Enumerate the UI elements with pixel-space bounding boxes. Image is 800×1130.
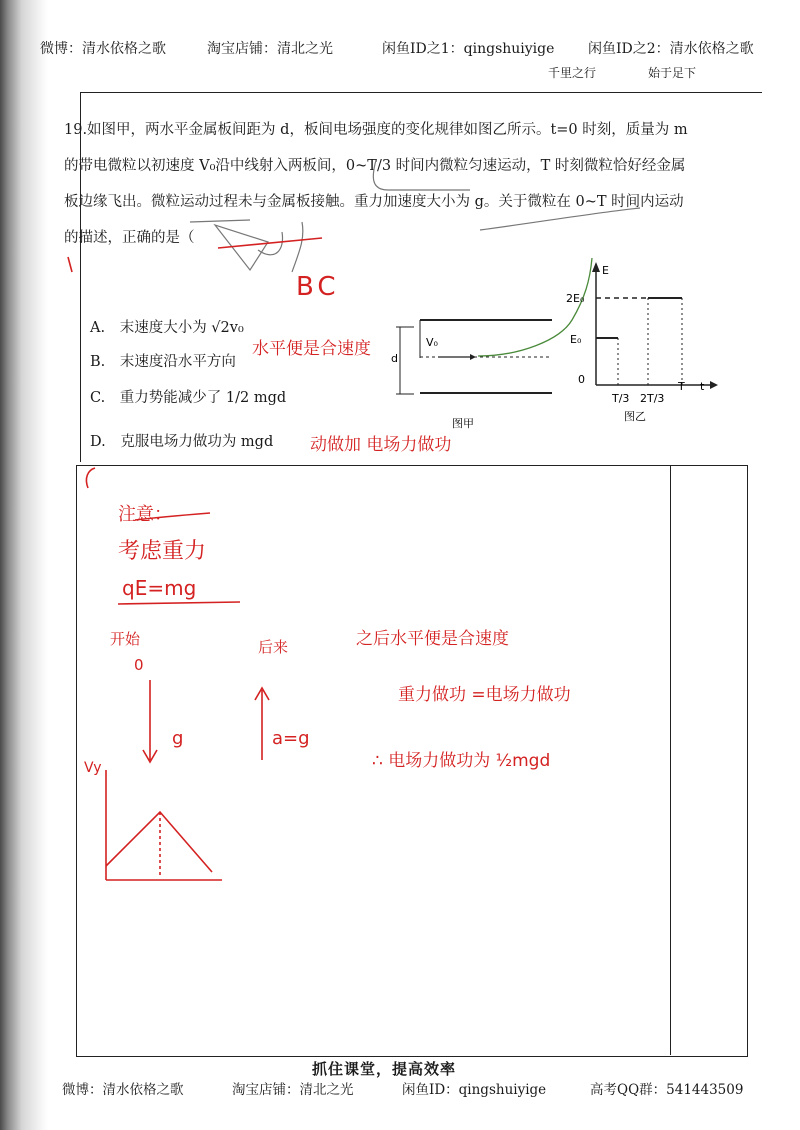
tick-t3: T/3: [612, 392, 630, 405]
header-xianyu-1: 闲鱼ID之1：qingshuiyige: [382, 41, 555, 57]
note-gravity-work: 重力做功 =电场力做功: [398, 685, 571, 705]
label-start: 开始: [110, 630, 141, 648]
question-line-1: 19.如图甲，两水平金属板间距为 d，板间电场强度的变化规律如图乙所示。t=0 时刻，质量为 m: [64, 122, 688, 138]
vy-graph-triangle: [106, 812, 212, 872]
pencil-underline-2: [190, 220, 250, 222]
red-underline-answer: [218, 238, 322, 248]
note-therefore: ∴ 电场力做功为 ½mgd: [372, 751, 551, 771]
option-b-text: 末速度沿水平方向: [119, 354, 236, 370]
question-line-2: 的带电微粒以初速度 V₀沿中线射入两板间，0~T/3 时间内微粒匀速运动，T 时刻微粒恰好经金属: [64, 158, 686, 174]
v0-label: V₀: [426, 336, 438, 349]
option-a-text: 末速度大小为 √2v₀: [119, 320, 244, 336]
footer-qq: 高考QQ群：541443509: [590, 1082, 744, 1098]
figure-b: [566, 262, 718, 423]
footer-xianyu: 闲鱼ID：qingshuiyige: [402, 1082, 547, 1098]
pencil-bracket: [373, 160, 470, 190]
tick-e0: E₀: [570, 333, 582, 346]
figure-a-caption: 图甲: [452, 417, 474, 430]
motto-left: 千里之行: [548, 66, 597, 80]
footer-taobao: 淘宝店铺：清北之光: [232, 1082, 354, 1098]
option-a-label: A.: [90, 320, 106, 336]
tick-0: 0: [578, 373, 585, 386]
tick-2e0: 2E₀: [566, 292, 585, 305]
label-up-a: a=g: [272, 728, 310, 749]
footer-weibo: 微博：清水依格之歌: [62, 1082, 184, 1098]
t-axis-label: t: [700, 380, 705, 393]
note-equation: qE=mg: [122, 576, 197, 600]
red-mark-left: [68, 257, 72, 272]
t-axis-arrow: [710, 381, 718, 389]
note-after-horizontal: 之后水平便是合速度: [356, 629, 509, 649]
question-line-3: 板边缘飞出。微粒运动过程未与金属板接触。重力加速度大小为 g。关于微粒在 0~T 时间内运动: [64, 194, 684, 210]
e-axis-arrow: [592, 262, 600, 272]
header-taobao: 淘宝店铺：清北之光: [207, 41, 333, 57]
red-mark-box: [86, 468, 95, 488]
handwritten-answer: BC: [296, 272, 340, 302]
option-d-label: D.: [90, 434, 106, 450]
footer-slogan: 抓住课堂，提高效率: [312, 1060, 457, 1078]
header-xianyu-2: 闲鱼ID之2：清水依格之歌: [588, 41, 754, 57]
option-c-text: 重力势能减少了 1/2 mgd: [119, 390, 287, 406]
tick-t: T: [678, 380, 685, 393]
handwritten-note-d: 动做加 电场力做功: [310, 435, 452, 455]
e-axis-label: E: [602, 264, 609, 277]
graph-vy-label: Vy: [84, 760, 102, 776]
pencil-marks: [190, 160, 640, 272]
note-title: 注意：: [118, 504, 172, 525]
tick-2t3: 2T/3: [640, 392, 665, 405]
pencil-curve-2: [292, 222, 303, 272]
option-b-label: B.: [90, 354, 106, 370]
handwritten-note-b: 水平便是合速度: [252, 339, 371, 359]
option-d-text: 克服电场力做功为 mgd: [120, 434, 274, 450]
v0-arrowhead: [470, 354, 476, 360]
question-line-4: 的描述，正确的是（: [64, 230, 195, 246]
option-c-label: C.: [90, 390, 106, 406]
label-later: 后来: [258, 638, 289, 656]
red-underline-equation: [118, 602, 240, 604]
d-label: d: [391, 352, 398, 365]
label-down-g: g: [172, 728, 184, 749]
label-zero: 0: [134, 656, 144, 674]
pencil-underline-1: [480, 208, 640, 230]
header-weibo: 微博：清水依格之歌: [40, 41, 166, 57]
note-consider: 考虑重力: [118, 539, 207, 564]
figure-a: [391, 258, 592, 430]
motto-right: 始于足下: [648, 66, 697, 80]
figure-b-caption: 图乙: [624, 410, 646, 423]
